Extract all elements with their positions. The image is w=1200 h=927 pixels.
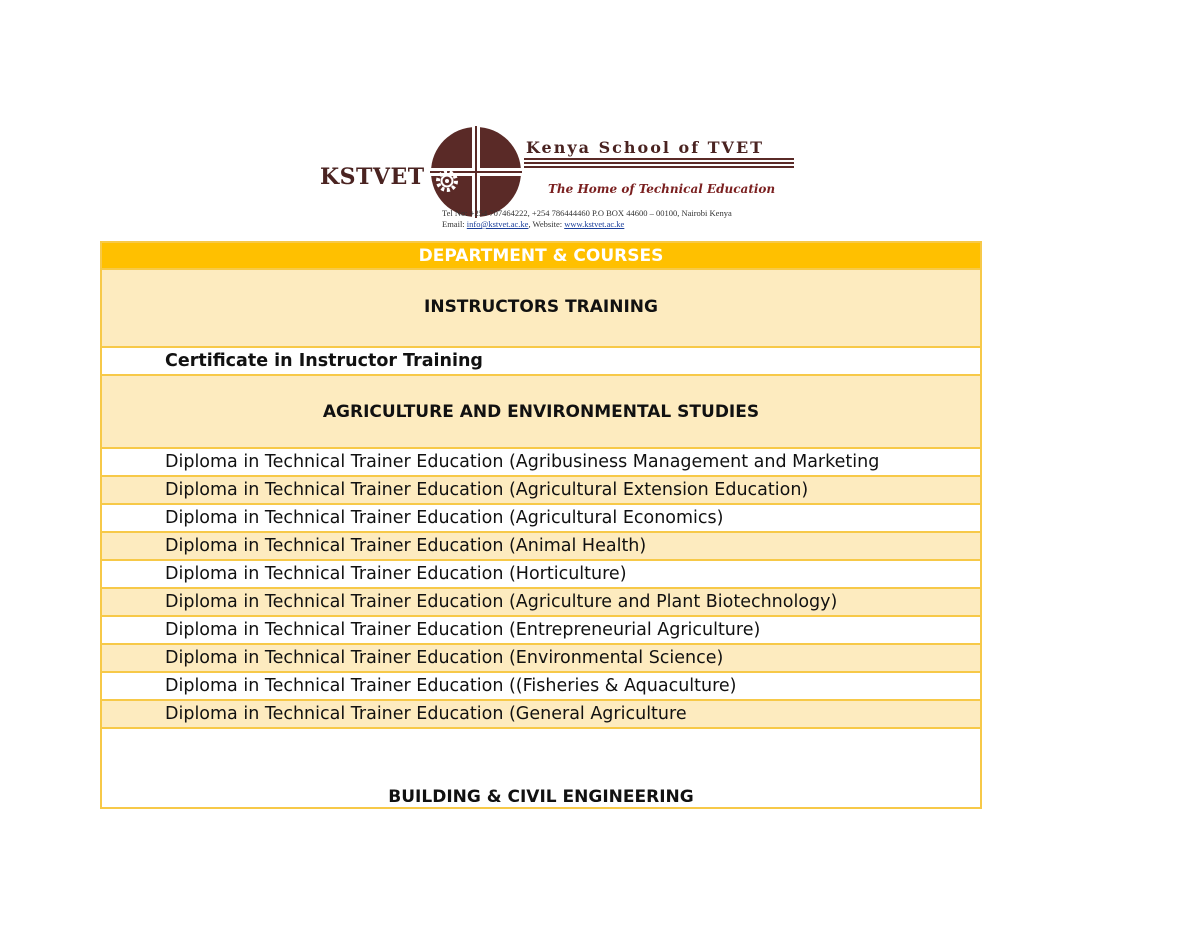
- email-label: Email:: [442, 219, 465, 229]
- section-header: INSTRUCTORS TRAINING: [102, 270, 980, 348]
- course-row: Diploma in Technical Trainer Education (Entrepreneurial Agriculture): [102, 617, 980, 645]
- course-row: Diploma in Technical Trainer Education (Agribusiness Management and Marketing: [102, 449, 980, 477]
- table-title: DEPARTMENT & COURSES: [102, 243, 980, 270]
- course-row: Certificate in Instructor Training: [102, 348, 980, 376]
- course-row: Diploma in Technical Trainer Education (Environmental Science): [102, 645, 980, 673]
- email-link[interactable]: info@kstvet.ac.ke: [466, 219, 529, 229]
- course-row: Diploma in Technical Trainer Education (Agricultural Extension Education): [102, 477, 980, 505]
- course-row: Diploma in Technical Trainer Education (Horticulture): [102, 561, 980, 589]
- brand-abbreviation: KSTVET: [320, 164, 425, 190]
- course-row: Diploma in Technical Trainer Education ((Fisheries & Aquaculture): [102, 673, 980, 701]
- contact-phone-address: Tel No: +254 707464222, +254 786444460 P.O BOX 44600 – 00100, Nairobi Kenya: [442, 208, 732, 218]
- website-link[interactable]: www.kstvet.ac.ke: [564, 219, 625, 229]
- contact-info: [442, 208, 732, 230]
- courses-table: [100, 241, 982, 809]
- school-header: [316, 124, 796, 232]
- website-label: , Website:: [528, 219, 563, 229]
- section-header: AGRICULTURE AND ENVIRONMENTAL STUDIES: [102, 376, 980, 449]
- school-name: Kenya School of TVET: [526, 138, 765, 157]
- school-tagline: The Home of Technical Education: [548, 182, 776, 196]
- course-row: Diploma in Technical Trainer Education (Agriculture and Plant Biotechnology): [102, 589, 980, 617]
- brand-stripes: [524, 158, 794, 170]
- course-row: Diploma in Technical Trainer Education (Agricultural Economics): [102, 505, 980, 533]
- course-row: Diploma in Technical Trainer Education (General Agriculture: [102, 701, 980, 729]
- section-header: BUILDING & CIVIL ENGINEERING: [388, 787, 694, 807]
- section-header-row: [102, 729, 980, 807]
- course-row: Diploma in Technical Trainer Education (Animal Health): [102, 533, 980, 561]
- gear-icon: [434, 168, 460, 194]
